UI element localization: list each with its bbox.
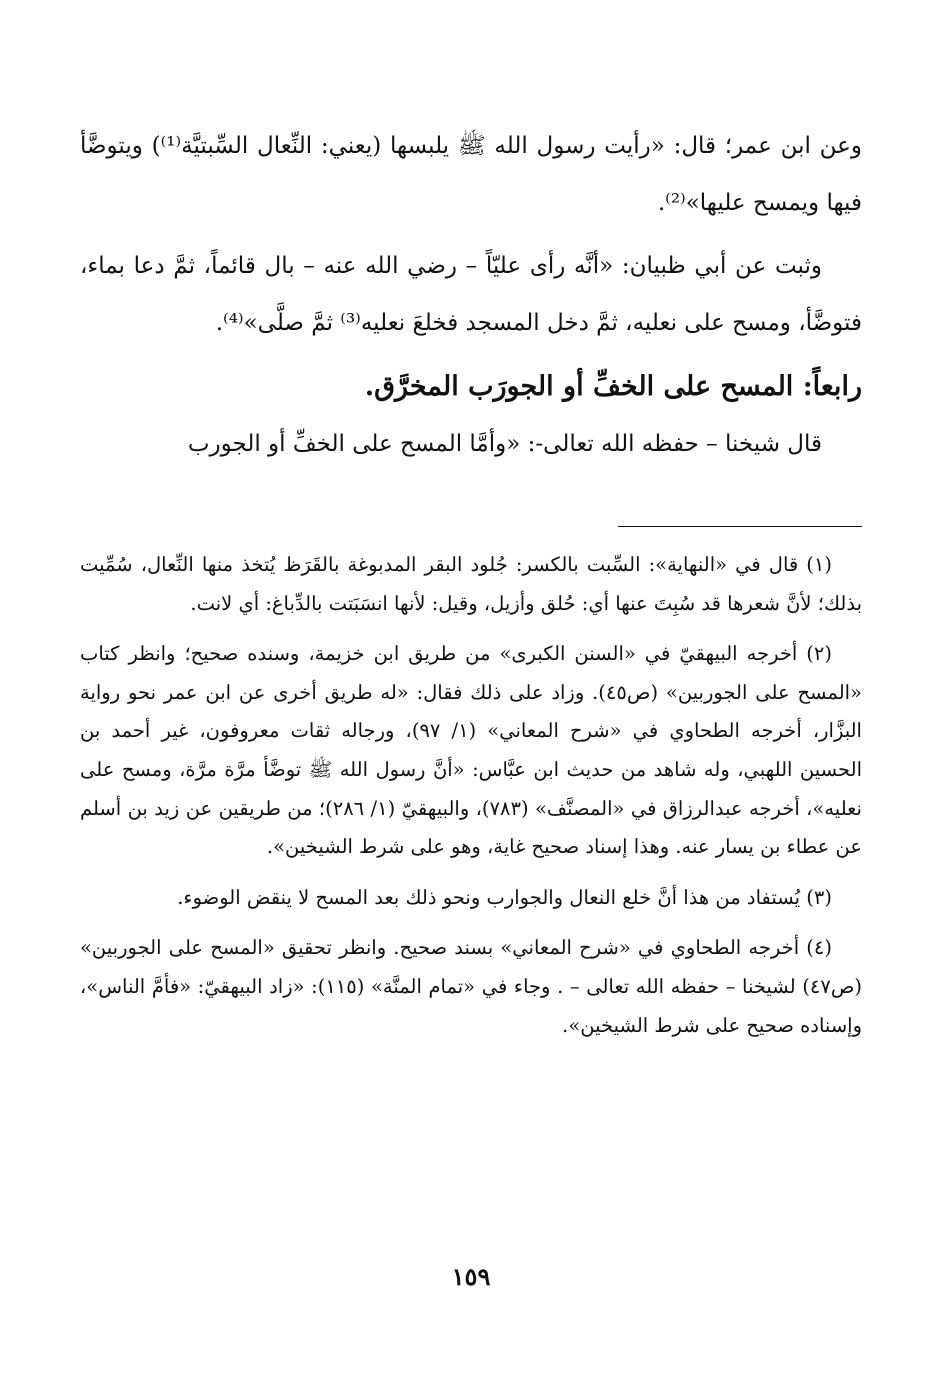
footnote: (٤) أخرجه الطحاوي في «شرح المعاني» بسند صحيح. وانظر تحقيق «المسح على الجوربين» (ص٤٧) لشيخنا – حفظه الله تعالى – . وجاء في «تمام المنَّة» (١١٥): «زاد البيهقيّ: «فأمَّ الناس»، وإسناده صحيح على شرط الشيخين». (80, 936, 862, 1037)
main-paragraph: وثبت عن أبي ظبيان: «أنَّه رأى عليّاً – رضي الله عنه – بال قائماً، ثمَّ دعا بماء، فتوضَّأ، ومسح على نعليه، ثمَّ دخل المسجد فخلعَ نعليه⁽³⁾ ثمَّ صلَّى»⁽⁴⁾. (80, 253, 862, 336)
page-number: ١٥٩ (451, 1262, 491, 1291)
footnote: (٣) يُستفاد من هذا أنَّ خلع النعال والجوارب ونحو ذلك بعد المسح لا ينقض الوضوء. (177, 885, 832, 909)
main-paragraph: وعن ابن عمر؛ قال: «رأيت رسول الله ﷺ يلبسها (يعني: النِّعال السِّبتيَّة⁽¹⁾) ويتوضَّأ فيها ويمسح عليها»⁽²⁾. (80, 133, 862, 216)
main-text (80, 118, 862, 479)
main-paragraph: قال شيخنا – حفظه الله تعالى-: «وأمَّا المسح على الخفِّ أو الجورب (187, 431, 822, 457)
footnote: (١) قال في «النهاية»: السِّبت بالكسر: جُلود البقر المدبوغة بالقَرَظ يُتخذ منها النِّعال، سُمِّيت بذلك؛ لأنَّ شعرها قد سُبِتَ عنها أي: حُلق وأزيل، وقيل: لأنها انسَبَتت بالدِّباغ: أي لانت. (80, 553, 862, 615)
footnote: (٢) أخرجه البيهقيّ في «السنن الكبرى» من طريق ابن خزيمة، وسنده صحيح؛ وانظر كتاب «المسح على الجوربين» (ص٤٥). وزاد على ذلك فقال: «له طريق أخرى عن ابن عمر نحو رواية البزَّار، أخرجه الطحاوي في «شرح المعاني» (١/ ٩٧)، ورجاله ثقات معروفون، غير أحمد بن الحسين اللهبي، وله شاهد من حديث ابن عبَّاس: «أنَّ رسول الله ﷺ توضَّأ مرَّة مرَّة، ومسح على نعليه»، أخرجه عبدالرزاق في «المصنَّف» (٧٨٣)، والبيهقيّ (١/ ٢٨٦)؛ من طريقين عن زيد بن أسلم عن عطاء بن يسار عنه. وهذا إسناد صحيح غاية، وهو على شرط الشيخين». (80, 642, 862, 859)
footnote-divider (618, 526, 862, 527)
footnotes (80, 546, 862, 1057)
section-heading: رابعاً: المسح على الخفِّ أو الجورَب المخرَّق. (364, 371, 862, 402)
